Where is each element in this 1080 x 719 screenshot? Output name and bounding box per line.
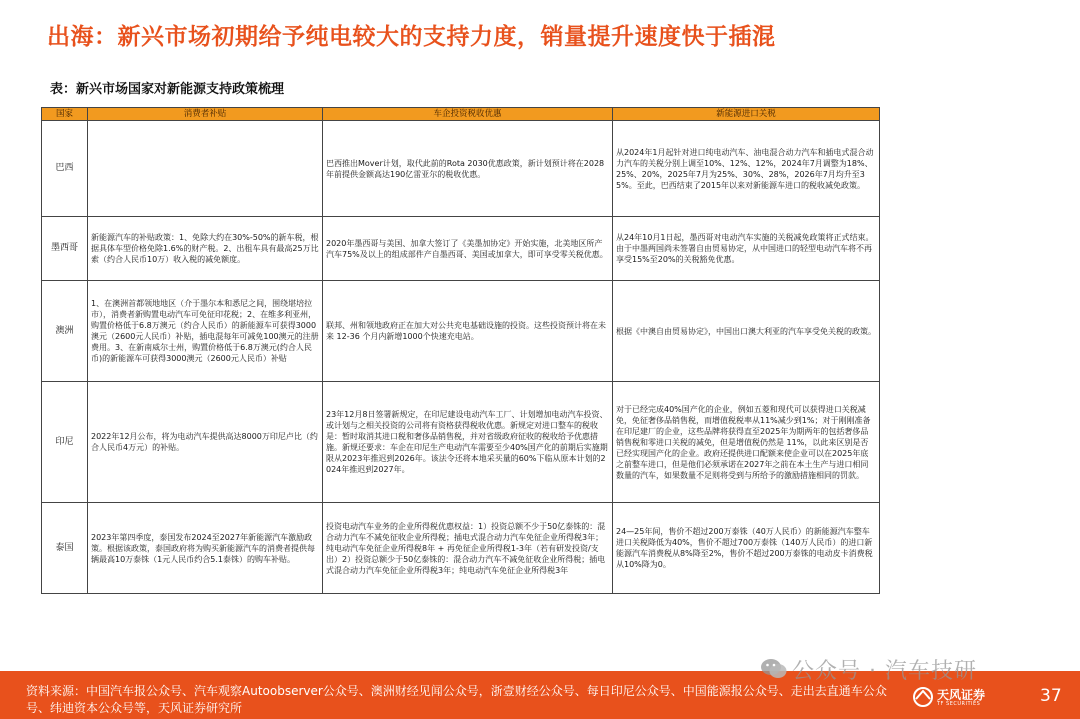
header-country: 国家	[42, 108, 88, 121]
consumer-subsidy-cell: 新能源汽车的补贴政策：1、免除大约在30%-50%的新车税，根据具体车型价格免除1.6%的财产税。2、出租车具有最高25万比索（约合人民币10万）收入税的减免额度。	[88, 217, 323, 281]
header-consumer-subsidy: 消费者补贴	[88, 108, 323, 121]
company-logo	[912, 684, 1012, 714]
header-import-tariff: 新能源进口关税	[613, 108, 880, 121]
consumer-subsidy-cell	[88, 121, 323, 217]
country-cell: 印尼	[42, 382, 88, 503]
watermark-text: 公众号 · 汽车技研	[792, 659, 977, 684]
country-cell: 泰国	[42, 503, 88, 594]
footer-source: 资料来源：中国汽车报公众号、汽车观察Autoobserver公众号、澳洲财经见闻公众号，浙壹财经公众号、每日印尼公众号、中国能源报公众号、走出去直通车公众号、纬迪资本公众号等，天风证券研究所	[26, 684, 887, 715]
investment-tax-cell: 23年12月8日签署新规定，在印尼建设电动汽车工厂、计划增加电动汽车投资、或计划与之相关投资的公司将有资格获得税收优惠。新规定对进口整车的税收是：暂时取消其进口税和奢侈品销售税，并对省级政府征收的税收给予优惠措施。新规还要求：车企在印尼生产电动汽车需要至少40%国产化的前期后实施期限从2023年推迟到2026年。该法令还将本地采买量的60%下临从原本计划的2024年推迟到2027年。	[323, 382, 613, 503]
consumer-subsidy-cell: 1、在澳洲首都领地地区（介于墨尔本和悉尼之间，围绕堪培拉市），消费者新购置电动汽车可免征印花税；2、在维多利亚州，购置价格低于6.8万澳元（约合人民币）的新能源车可获得3000澳元（2600元人民币）补贴，插电混每年可减免100澳元的注册费用。3、在新南威尔士州，购置价格低于6.8万澳元(约合人民币)的新能源车可获得3000澳元（2600元人民币）补贴	[88, 281, 323, 382]
country-cell: 巴西	[42, 121, 88, 217]
investment-tax-cell: 联邦、州和领地政府正在加大对公共充电基础设施的投资。这些投资预计将在未来 12-36 个月内新增1000个快速充电站。	[323, 281, 613, 382]
country-cell: 墨西哥	[42, 217, 88, 281]
table-row	[42, 281, 880, 382]
import-tariff-cell: 24—25年间，售价不超过200万泰铢（40万人民币）的新能源汽车整车进口关税降低为40%，售价不超过700万泰铢（140万人民币）的进口新能源汽车消费税从8%降至2%，售价不超过200万泰铢的电动皮卡消费税从10%降为0。	[613, 503, 880, 594]
import-tariff-cell: 从2024年1月起针对进口纯电动汽车、油电混合动力汽车和插电式混合动力汽车的关税分别上调至10%、12%、12%，2024年7月调整为18%、25%、20%，2025年7月为25%、30%、28%，2026年7月均升至35%。至此，巴西结束了2015年以来对新能源车进口的税收减免政策。	[613, 121, 880, 217]
investment-tax-cell: 巴西推出Mover计划，取代此前的Rota 2030优惠政策，新计划预计将在2028年前提供金额高达190亿雷亚尔的税收优惠。	[323, 121, 613, 217]
logo-name: 天风证券	[937, 688, 986, 702]
consumer-subsidy-cell: 2022年12月公布，将为电动汽车提供高达8000万印尼卢比（约合人民币4万元）的补贴。	[88, 382, 323, 503]
investment-tax-cell: 投资电动汽车业务的企业所得税优惠权益：1）投资总额不少于50亿泰铢的：混合动力汽车不减免征收企业所得税；插电式混合动力汽车免征企业所得税3年；纯电动汽车免征企业所得税8年 + 再免征企业所得税1-3年（若有研发投资/支出）2）投资总额少于50亿泰铢的：混合动力汽车不减免征收企业所得税；插电式混合动力汽车免征企业所得税3年；纯电动汽车免征企业所得税3年	[323, 503, 613, 594]
logo-subtitle: TF SECURITIES	[937, 701, 981, 707]
import-tariff-cell: 从24年10月1日起，墨西哥对电动汽车实施的关税减免政策将正式结束。由于中墨两国尚未签署自由贸易协定，从中国进口的轻型电动汽车将不再享受15%至20%的关税豁免优惠。	[613, 217, 880, 281]
policy-table	[41, 107, 880, 594]
header-investment-tax: 车企投资税收优惠	[323, 108, 613, 121]
slide-title: 出海：新兴市场初期给予纯电较大的支持力度，销量提升速度快于插混	[47, 24, 776, 50]
table-row	[42, 217, 880, 281]
consumer-subsidy-cell: 2023年第四季度，泰国发布2024至2027年新能源汽车激励政策。根据该政策，泰国政府将为购买新能源汽车的消费者提供每辆最高10万泰铢（1元人民币约合5.1泰铢）的购车补贴。	[88, 503, 323, 594]
page-number: 37	[1040, 686, 1062, 706]
table-row	[42, 503, 880, 594]
investment-tax-cell: 2020年墨西哥与美国、加拿大签订了《美墨加协定》开始实施，北美地区所产汽车75%及以上的组成部件产自墨西哥、美国或加拿大，即可享受零关税优惠。	[323, 217, 613, 281]
logo-mark-icon	[912, 686, 934, 708]
table-row	[42, 121, 880, 217]
country-cell: 澳洲	[42, 281, 88, 382]
table-row	[42, 382, 880, 503]
import-tariff-cell: 对于已经完成40%国产化的企业，例如五菱和现代可以获得进口关税减免，免征奢侈品销售税，而增值税税率从11%减少到1%；对于刚刚准备在印尼建厂的企业，这些品牌将获得直至2025年为期两年的包括奢侈品销售税和零进口关税的减免，但是增值税仍然是 11%，以此来区别是否已经实现国产化的企业。政府还提供进口配额来使企业可以在2025年底之前整车进口，但是他们必须承诺在2027年之前在本土生产与进口相同数量的汽车，如果数量不足则将受到与所给予的激励措施相同的罚款。	[613, 382, 880, 503]
import-tariff-cell: 根据《中澳自由贸易协定》，中国出口澳大利亚的汽车享受免关税的政策。	[613, 281, 880, 382]
table-caption: 表：新兴市场国家对新能源支持政策梳理	[50, 82, 285, 97]
table-header-row	[42, 108, 880, 121]
